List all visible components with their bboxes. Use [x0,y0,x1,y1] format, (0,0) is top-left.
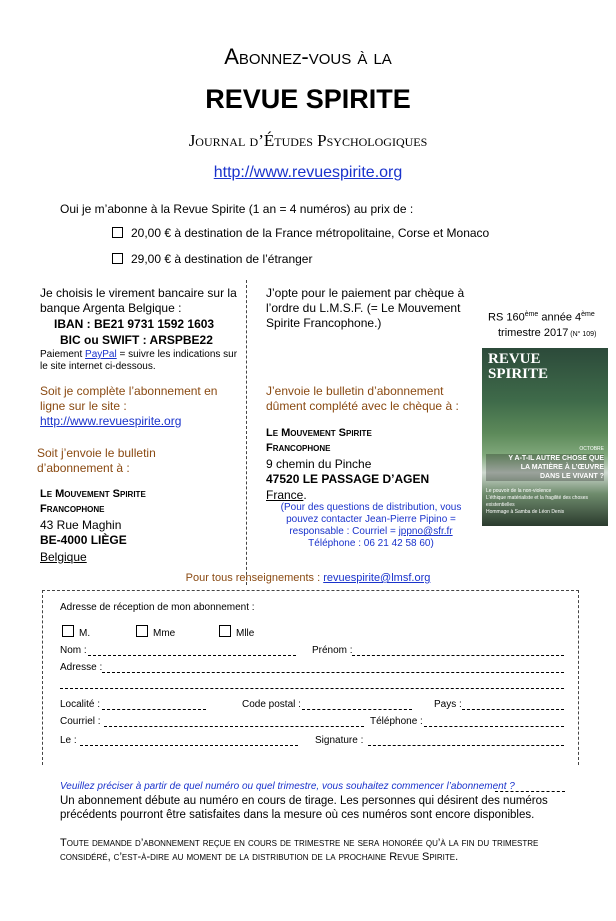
label-code-postal: Code postal : [242,699,301,710]
right-address-street: 9 chemin du Pinche [266,457,372,471]
checkbox-france[interactable] [112,227,123,238]
column-divider [246,280,247,585]
civility-mme[interactable]: Mme [136,625,175,639]
title-line-1: Abonnez-vous à la [224,44,392,69]
cover-contents: Le pouvoir de la non-violence L’éthique matérialiste et la fragilité des choses existentielles Hommage à Samba de Léon Denis [486,488,589,515]
contact-email-link[interactable]: jppno@sfr.fr [398,526,453,537]
paypal-link[interactable]: PayPal [85,349,117,360]
subscription-note: Un abonnement débute au numéro en cours de tirage. Les personnes qui désirent des numéros précédents pourront être satisfaites dans la mesure où ces numéros sont encore disponibles. [60,795,548,821]
field-adresse-2[interactable] [60,688,564,689]
label-courriel: Courriel : [60,716,101,727]
cover-headline: Y A-T-IL AUTRE CHOSE QUE LA MATIÈRE À L’ŒUVRE DANS LE VIVANT ? [486,454,604,481]
checkbox-mlle[interactable] [219,625,231,637]
left-address-country: Belgique [40,550,87,564]
magazine-cover-image [482,348,608,526]
option-etranger[interactable]: 29,00 € à destination de l’étranger [112,252,312,266]
field-date[interactable] [80,745,298,746]
cover-badge: OCTOBRE [579,446,604,452]
send-left-text: Soit j’envoie le bulletin d’abonnement à : [37,446,156,475]
start-question: Veuillez préciser à partir de quel numéro ou quel trimestre, vous souhaitez commencer l’abonnement ? [60,781,515,792]
iban: IBAN : BE21 9731 1592 1603 [54,317,215,331]
intro-text: Oui je m’abonne à la Revue Spirite (1 an = 4 numéros) au prix de : [60,202,414,216]
checkbox-mme[interactable] [136,625,148,637]
label-nom: Nom : [60,645,87,656]
label-pays: Pays : [434,699,462,710]
address-title: Adresse de réception de mon abonnement : [60,602,255,613]
label-prenom: Prénom : [312,645,353,656]
field-pays[interactable] [462,709,564,710]
civility-mlle[interactable]: Mlle [219,625,254,639]
title-line-2: REVUE SPIRITE [205,84,411,114]
civility-m[interactable]: M. [62,625,90,639]
field-nom[interactable] [88,655,296,656]
cheque-text: J’opte pour le paiement par chèque à l’ordre du L.M.S.F. (= Le Mouvement Spirite Francophone.) [266,286,465,330]
left-address-name: Le Mouvement Spirite Francophone [40,488,146,515]
info-line: Pour tous renseignements : revuespirite@lmsf.org [185,572,431,584]
right-address-name: Le Mouvement Spirite Francophone [266,427,372,454]
left-address-city: BE-4000 LIÈGE [40,533,127,547]
bic: BIC ou SWIFT : ARSPBE22 [60,333,213,347]
subtitle: Journal d’Études Psychologiques [188,131,428,150]
left-address-street: 43 Rue Maghin [40,518,122,532]
subscription-form [42,590,579,765]
distribution-contact: (Pour des questions de distribution, vous pouvez contacter Jean-Pierre Pipino = responsable : Courriel = jppno@sfr.fr Téléphone : 06 21 42 58 60) [280,502,462,549]
label-localite: Localité : [60,699,101,710]
website-link[interactable]: http://www.revuespirite.org [213,164,403,181]
label-adresse: Adresse : [60,662,103,673]
issue-info: RS 160ème année 4ème trimestre 2017 (N° 109) [488,311,597,339]
field-localite[interactable] [102,709,206,710]
paypal-text: Paiement PayPal = suivre les indications sur le site internet ci-dessous. [40,349,238,372]
label-le: Le : [60,735,77,746]
right-address-country: France. [266,488,307,502]
option-france[interactable]: 20,00 € à destination de la France métropolitaine, Corse et Monaco [112,226,489,240]
quarter-note: Toute demande d’abonnement reçue en cours de trimestre ne sera honorée qu’à la fin du trimestre considéré, c’est-à-dire au moment de la distribution de la prochaine Revue Spirite. [60,837,539,863]
label-telephone: Téléphone : [370,716,423,727]
online-text: Soit je complète l’abonnement en ligne sur le site : [40,384,218,413]
info-email-link[interactable]: revuespirite@lmsf.org [323,572,431,584]
field-adresse[interactable] [102,672,564,673]
cover-title: REVUE SPIRITE [488,351,549,382]
field-courriel[interactable] [104,726,364,727]
field-prenom[interactable] [352,655,564,656]
right-address-city: 47520 LE PASSAGE D’AGEN [266,472,430,486]
online-link[interactable]: http://www.revuespirite.org [40,414,182,428]
bank-intro: Je choisis le virement bancaire sur la banque Argenta Belgique : [40,286,237,315]
label-signature: Signature : [315,735,364,746]
send-right-text: J’envoie le bulletin d’abonnement dûment complété avec le chèque à : [266,384,459,413]
field-signature[interactable] [368,745,564,746]
checkbox-etranger[interactable] [112,253,123,264]
field-start-issue[interactable] [495,791,565,792]
checkbox-m[interactable] [62,625,74,637]
field-code-postal[interactable] [302,709,412,710]
field-telephone[interactable] [424,726,564,727]
